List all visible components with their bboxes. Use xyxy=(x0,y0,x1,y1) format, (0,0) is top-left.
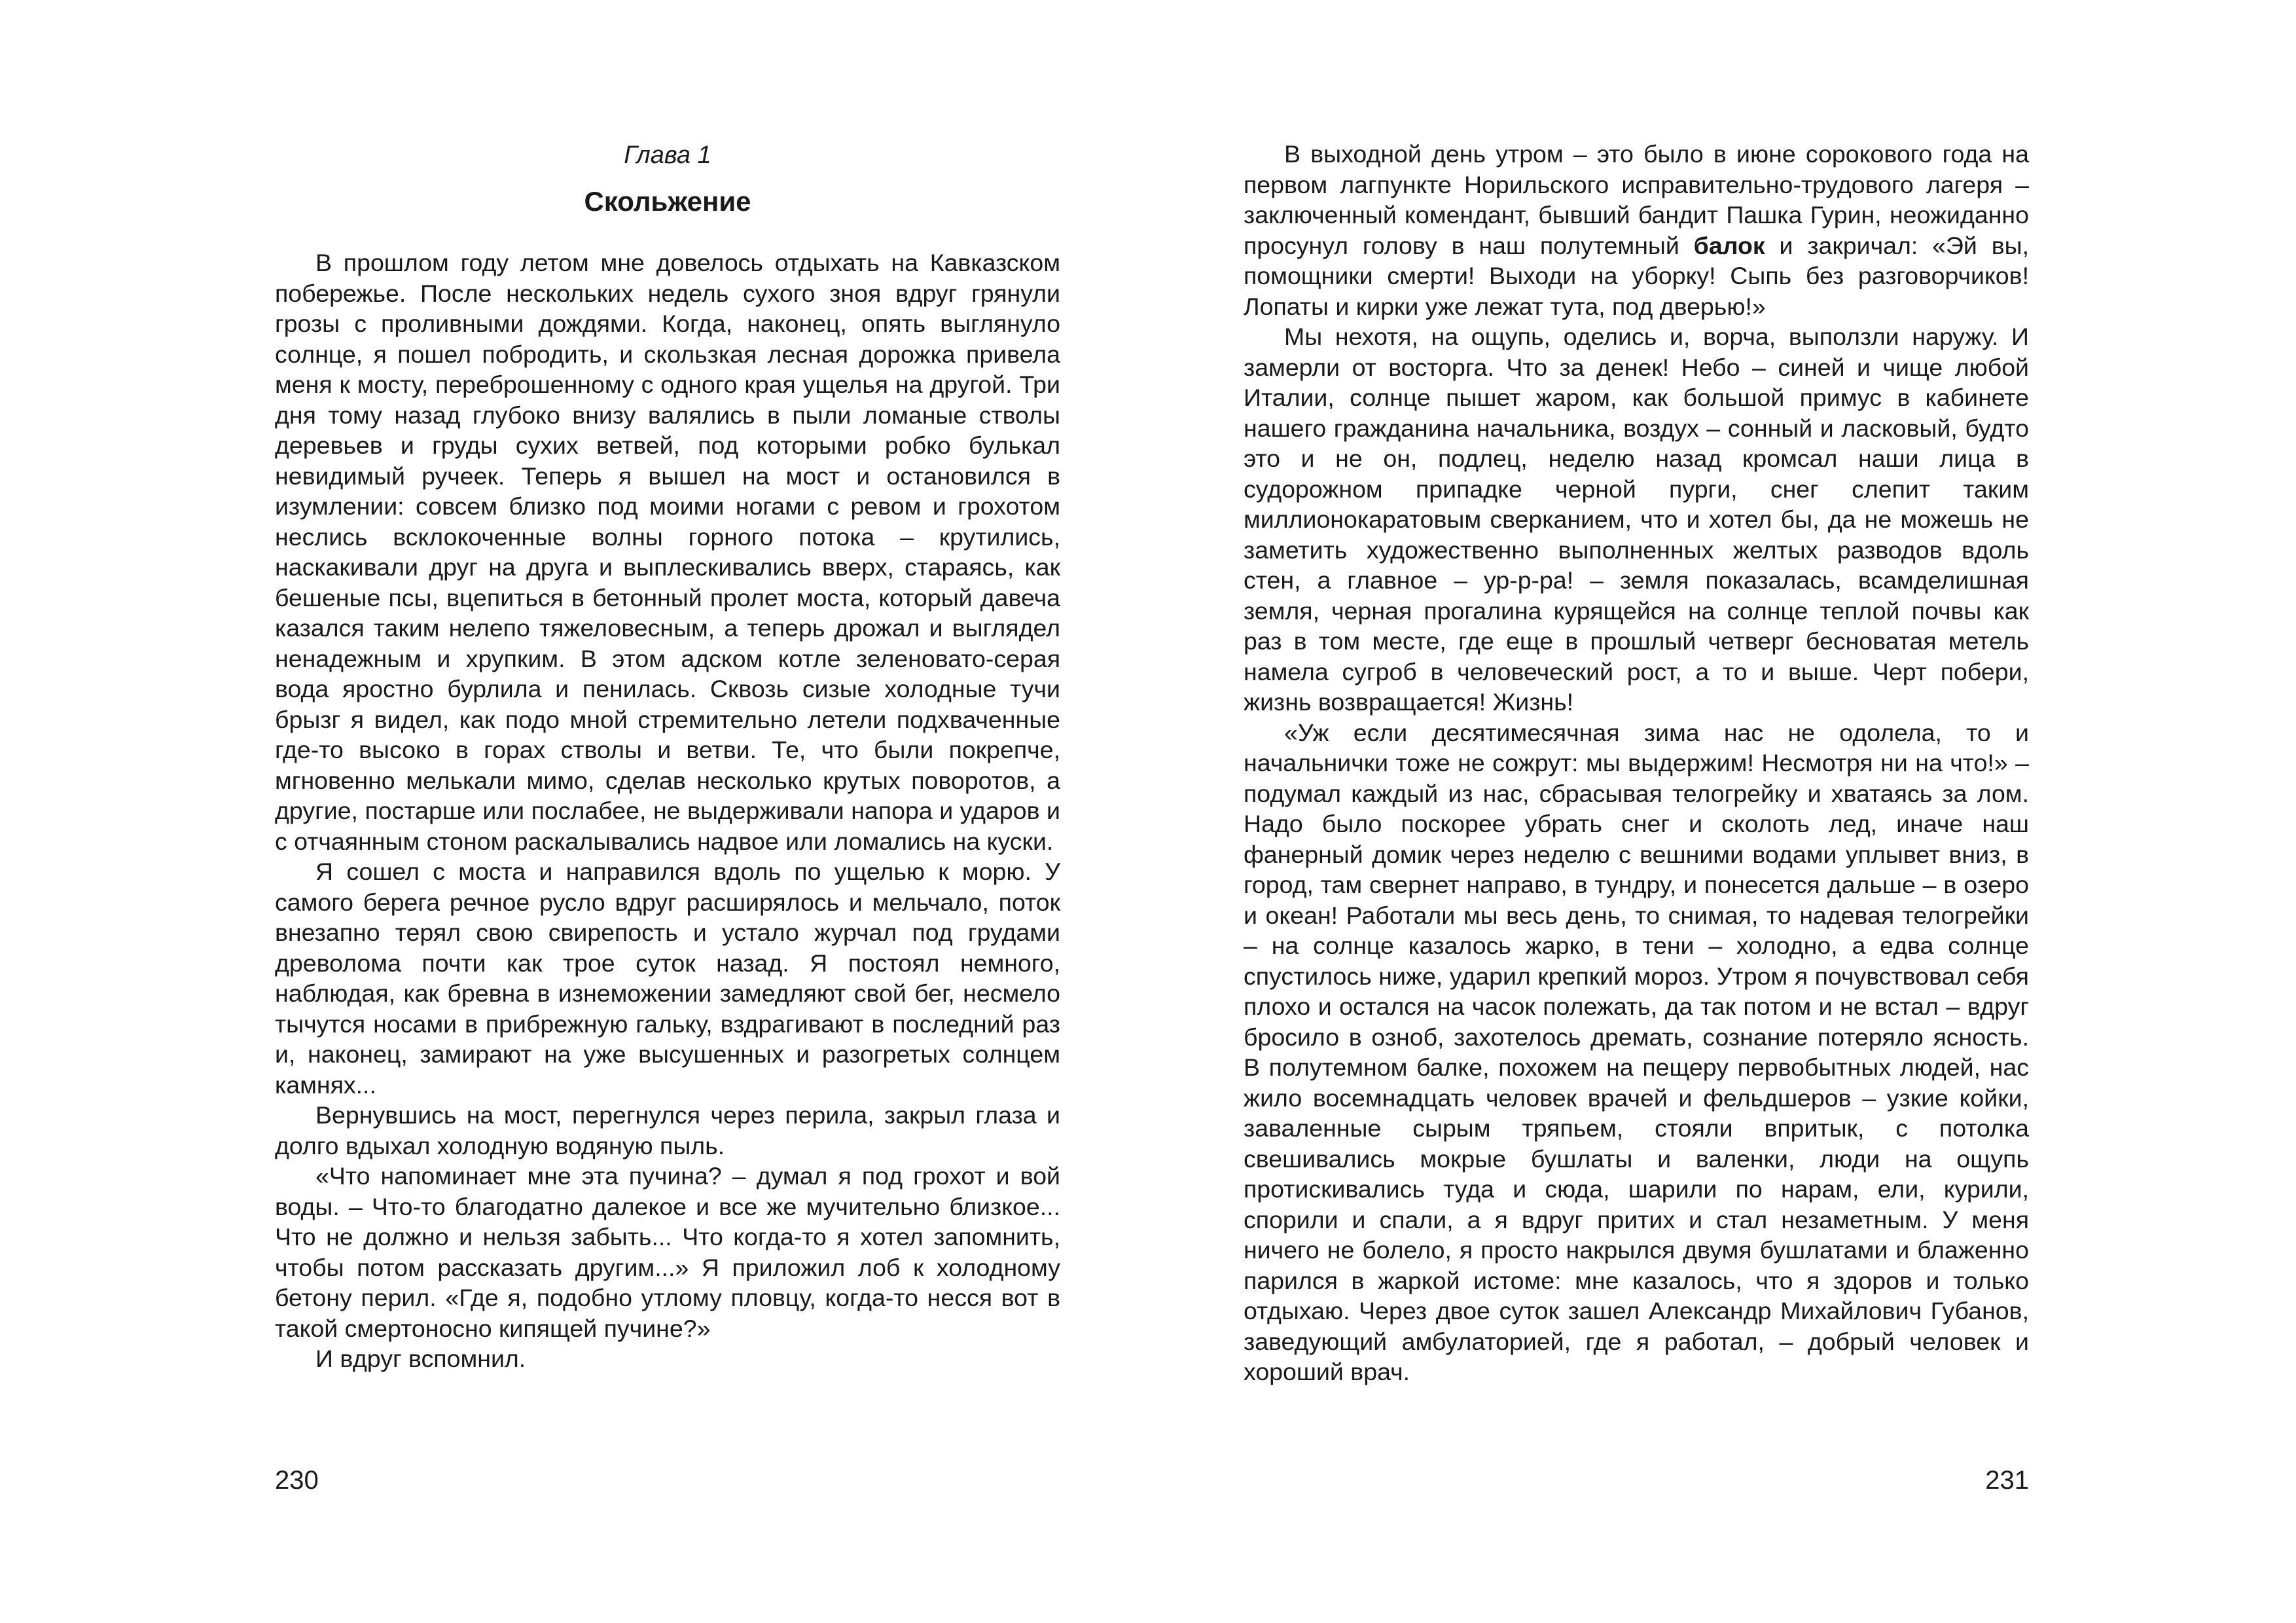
paragraph: Я сошел с моста и направился вдоль по ущелью к морю. У самого берега речное русло вдруг расширялось и мельчало, поток внезапно терял свою свирепость и устало журчал под грудами древолома почти как трое суток назад. Я постоял немного, наблюдая, как бревна в изнеможении замедляют свой бег, несмело тычутся носами в прибрежную гальку, вздрагивают в последний раз и, наконец, замирают на уже высушенных и разогретых солнцем камнях... xyxy=(275,858,1060,1099)
bold-term: балок xyxy=(1693,231,1765,259)
paragraph-text: и закричал: «Эй вы, помощники смерти! Выходи на уборку! Сыпь без разговорчиков! Лопаты и кирки уже лежат тута, под дверью!» xyxy=(1244,231,2030,320)
page-number: 230 xyxy=(275,1466,319,1495)
paragraph: «Что напоминает мне эта пучина? – думал я под грохот и вой воды. – Что-то благодатно далекое и все же мучительно близкое... Что не должно и нельзя забыть... Что когда-то я хотел запомнить, чтобы потом рассказать другим...» Я приложил лоб к холодному бетону перил. «Где я, подобно утлому пловцу, когда-то несся вот в такой смертоносно кипящей пучине?» xyxy=(275,1162,1060,1342)
right-page-text xyxy=(1244,139,2029,1387)
paragraph-text: В выходной день утром – это было в июне сорокового года на первом лагпункте Норильского исправительно-трудового лагеря – заключенный комендант, бывший бандит Пашка Гурин, неожиданно просунул голову в наш полутемный xyxy=(1244,140,2029,259)
paragraph: В прошлом году летом мне довелось отдыхать на Кавказском побережье. После нескольких недель сухого зноя вдруг грянули грозы с проливными дождями. Когда, наконец, опять выглянуло солнце, я пошел побродить, и скользкая лесная дорожка привела меня к мосту, переброшенному с одного края ущелья на другой. Три дня тому назад глубоко внизу валялись в пыли ломаные стволы деревьев и груды сухих ветвей, под которыми робко булькал невидимый ручеек. Теперь я вышел на мост и остановился в изумлении: совсем близко под моими ногами с ревом и грохотом неслись всклокоченные волны горного потока – крутились, наскакивали друг на друга и выплескивались вверх, стараясь, как бешеные псы, вцепиться в бетонный пролет моста, который давеча казался таким нелепо тяжеловесным, а теперь дрожал и выглядел ненадежным и хрупким. В этом адском котле зеленовато-серая вода яростно бурлила и пенилась. Сквозь сизые холодные тучи брызг я видел, как подо мной стремительно летели подхваченные где-то высоко в горах стволы и ветви. Те, что были покрепче, мгновенно мелькали мимо, сделав несколько крутых поворотов, а другие, постарше или послабее, не выдерживали напора и ударов и с отчаянным стоном раскалывались надвое или ломались на куски. xyxy=(275,249,1060,855)
paragraph: Мы нехотя, на ощупь, оделись и, ворча, выползли наружу. И замерли от восторга. Что за денек! Небо – синей и чище любой Италии, солнце пышет жаром, как большой примус в кабинете нашего гражданина начальника, воздух – сонный и ласковый, будто это и не он, подлец, неделю назад кромсал наши лица в судорожном припадке черной пурги, снег слепит таким миллионокаратовым сверканием, что и хотел бы, да не можешь не заметить художественно выполненных желтых разводов вдоль стен, а главное – ур-р-ра! – земля показалась, всамделишная земля, черная прогалина курящейся на солнце теплой почвы как раз в том месте, где еще в прошлый четверг бесноватая метель намела сугроб в человеческий рост, а то и выше. Черт побери, жизнь возвращается! Жизнь! xyxy=(1244,323,2029,716)
chapter-title: Скольжение xyxy=(584,186,751,217)
paragraph xyxy=(1244,139,2029,321)
paragraph: «Уж если десятимесячная зима нас не одолела, то и начальнички тоже не сожрут: мы выдержим! Несмотря ни на что!» – подумал каждый из нас, сбрасывая телогрейку и хватаясь за лом. Надо было поскорее убрать снег и сколоть лед, иначе наш фанерный домик через неделю с вешними водами уплывет вниз, в город, там свернет направо, в тундру, и понесется дальше – в озеро и океан! Работали мы весь день, то снимая, то надевая телогрейки – на солнце казалось жарко, в тени – холодно, а едва солнце спустилось ниже, ударил крепкий мороз. Утром я почувствовал себя плохо и остался на часок полежать, да так потом и не встал – вдруг бросило в озноб, захотелось дремать, сознание потеряло ясность. В полутемном балке, похожем на пещеру первобытных людей, нас жило восемнадцать человек врачей и фельдшеров – узкие койки, заваленные сырым тряпьем, стояли впритык, с потолка свешивались мокрые бушлаты и валенки, люди на ощупь протискивались туда и сюда, шарили по нарам, ели, курили, спорили и спали, а я вдруг притих и стал незаметным. У меня ничего не болело, я просто накрылся двумя бушлатами и блаженно парился в жаркой истоме: мне казалось, что я здоров и только отдыхаю. Через двое суток зашел Александр Михайлович Губанов, заведующий амбулаторией, где я работал, – добрый человек и хороший врач. xyxy=(1244,718,2029,1385)
paragraph: И вдруг вспомнил. xyxy=(315,1345,526,1372)
paragraph: Вернувшись на мост, перегнулся через перила, закрыл глаза и долго вдыхал холодную водяную пыль. xyxy=(275,1101,1060,1159)
page-number: 231 xyxy=(1985,1466,2029,1495)
left-page-text xyxy=(275,247,1060,1374)
left-page xyxy=(275,0,1060,1623)
chapter-label: Глава 1 xyxy=(624,141,711,169)
right-page xyxy=(1244,0,2029,1623)
